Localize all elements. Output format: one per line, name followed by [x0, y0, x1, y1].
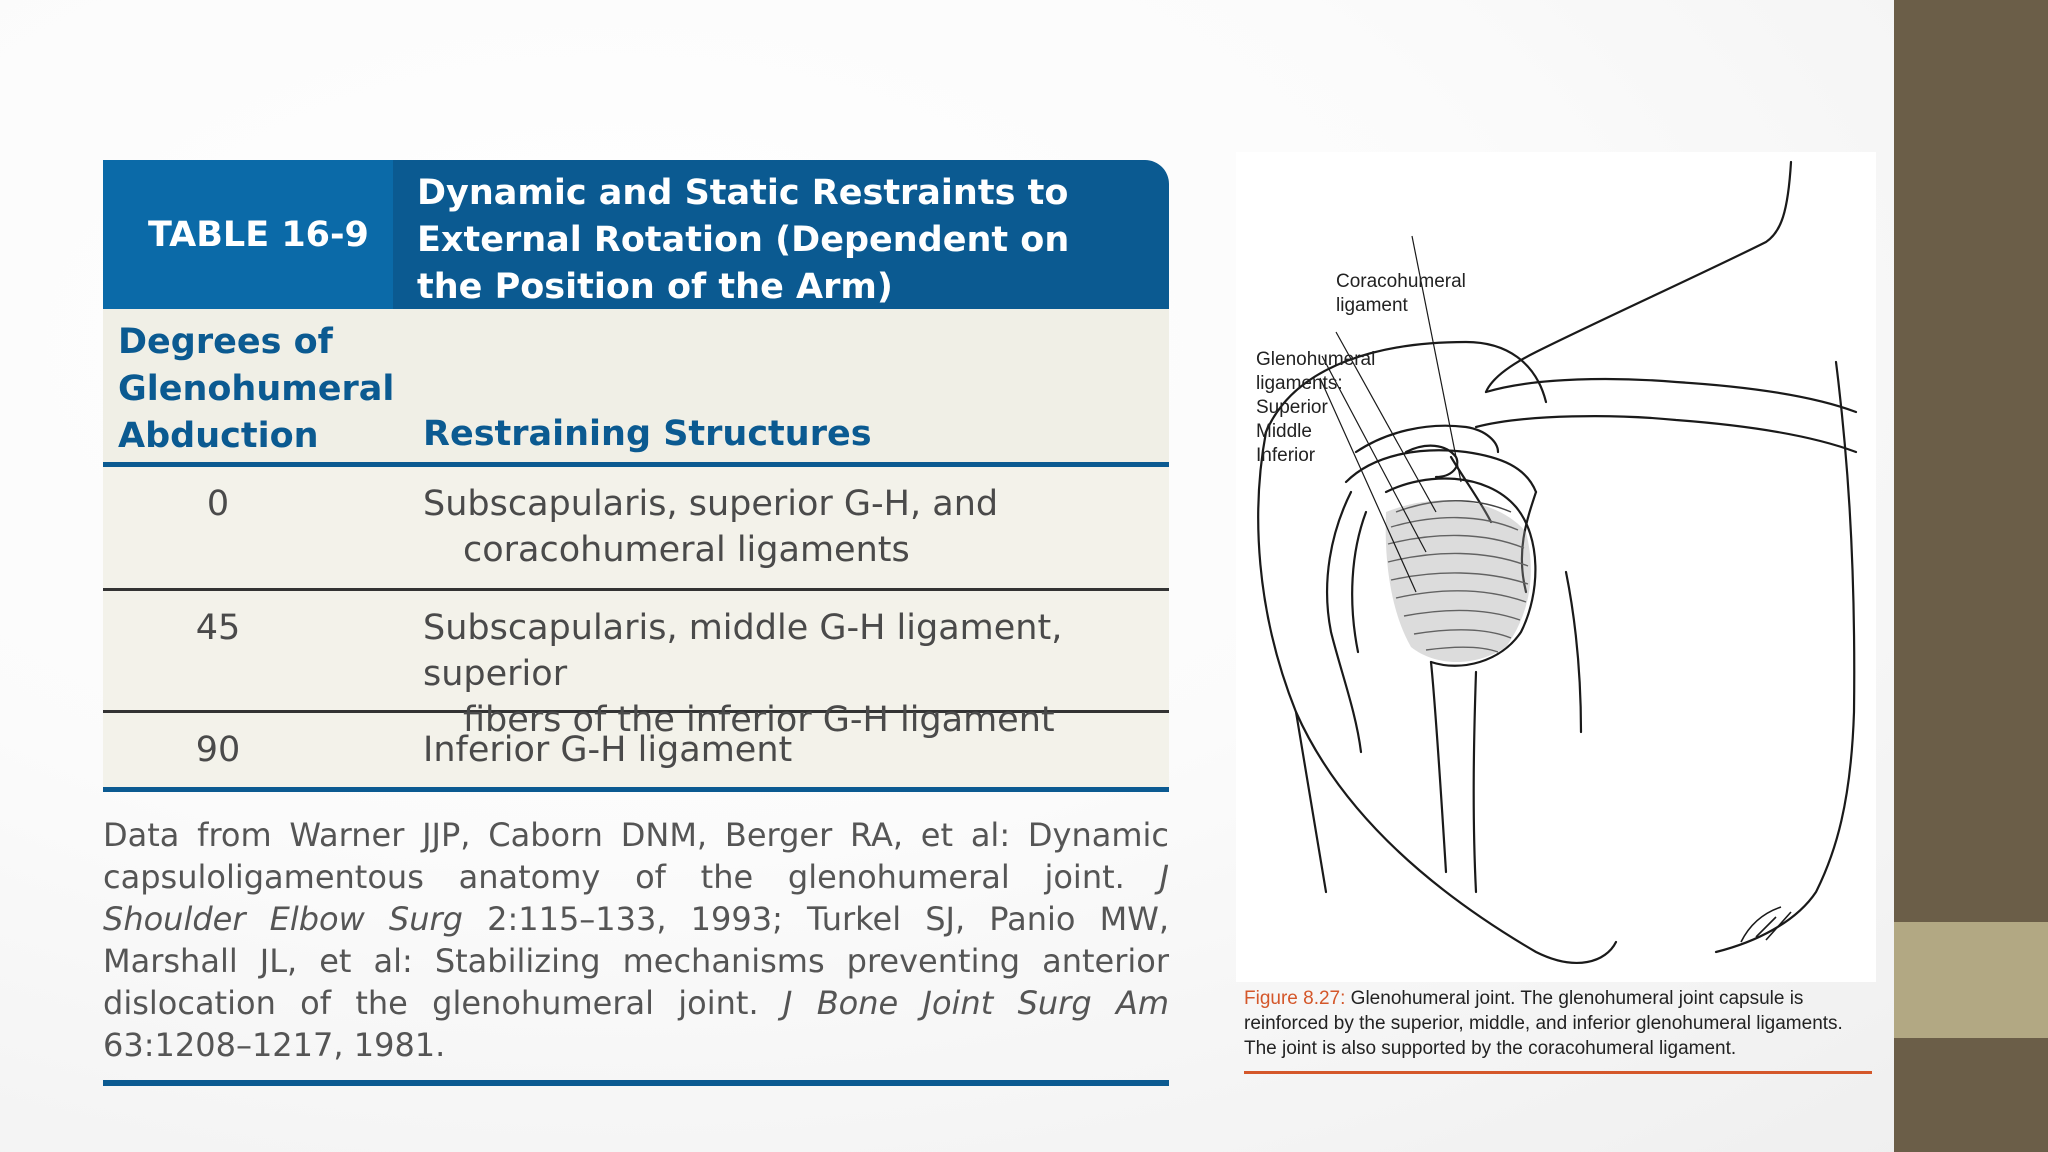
- structures-line: Subscapularis, middle G-H ligament, superior: [423, 608, 1063, 694]
- structures-line: fibers of the inferior G-H ligament: [463, 700, 1055, 740]
- table-row: [103, 467, 1169, 591]
- source-journal: J Bone Joint Surg Am: [782, 984, 1169, 1022]
- source-text: Data from Warner JJP, Caborn DNM, Berger RA, et al: Dynamic capsuloligamentous anatomy of the glenohumeral joint.: [103, 816, 1169, 896]
- column-header-structures: Restraining Structures: [423, 414, 872, 454]
- caption-text: Glenohumeral joint. The glenohumeral joint capsule is reinforced by the superior, middle, and inferior glenohumeral ligaments. The joint is also supported by the coracohumeral ligament.: [1244, 988, 1843, 1059]
- label-line: Coracohumeral: [1336, 271, 1466, 292]
- table-title-line: External Rotation (Dependent on: [417, 220, 1070, 260]
- column-header-line: Glenohumeral: [118, 369, 395, 409]
- table-title-line: Dynamic and Static Restraints to: [417, 173, 1069, 213]
- table-source-note: [103, 814, 1169, 1086]
- table-header: [103, 160, 1169, 309]
- table-title-line: the Position of the Arm): [417, 267, 893, 307]
- shoulder-illustration: [1236, 152, 1876, 982]
- degrees-value: 90: [195, 730, 241, 770]
- degrees-value: 45: [195, 608, 241, 648]
- source-text: 2:115–133, 1993; Turkel SJ, Panio MW, Marshall JL, et al: Stabilizing mechanisms preventing anterior dislocation of the glenohumeral joint.: [103, 900, 1170, 1022]
- structures-line: coracohumeral ligaments: [463, 530, 910, 570]
- table-row: [103, 591, 1169, 740]
- label-line: ligament: [1336, 295, 1408, 316]
- column-header-line: Abduction: [118, 416, 319, 456]
- structures-cell: [393, 591, 1169, 740]
- label-coracohumeral: [1336, 270, 1466, 318]
- label-line: ligaments:: [1256, 373, 1343, 394]
- shoulder-figure: [1236, 152, 1876, 1092]
- table-number: TABLE 16-9: [103, 160, 393, 309]
- label-superior: Superior: [1256, 397, 1328, 418]
- structures-cell: [393, 713, 1169, 787]
- column-header-degrees: [103, 309, 393, 462]
- side-band-light: [1894, 922, 2048, 1038]
- label-middle: Middle: [1256, 421, 1312, 442]
- degrees-value: 0: [206, 484, 230, 524]
- source-text: 63:1208–1217, 1981.: [103, 1026, 446, 1064]
- label-inferior: Inferior: [1256, 445, 1316, 466]
- structures-cell: [393, 467, 1169, 588]
- label-line: Glenohumeral: [1256, 349, 1376, 370]
- structures-line: Inferior G-H ligament: [423, 730, 793, 770]
- column-header-line: Degrees of: [118, 322, 333, 362]
- restraints-table: [103, 160, 1169, 1086]
- structures-line: Subscapularis, superior G-H, and: [423, 484, 999, 524]
- label-glenohumeral: [1256, 348, 1375, 468]
- caption-figure-number: Figure 8.27:: [1244, 988, 1346, 1009]
- table-title: [393, 160, 1169, 309]
- source-journal: J Shoulder Elbow Surg: [103, 858, 1169, 938]
- degrees-cell: [103, 591, 393, 710]
- table-row: [103, 713, 1169, 792]
- degrees-cell: [103, 713, 393, 787]
- figure-caption: [1244, 986, 1872, 1074]
- column-headers: [103, 309, 1169, 467]
- degrees-cell: [103, 467, 393, 588]
